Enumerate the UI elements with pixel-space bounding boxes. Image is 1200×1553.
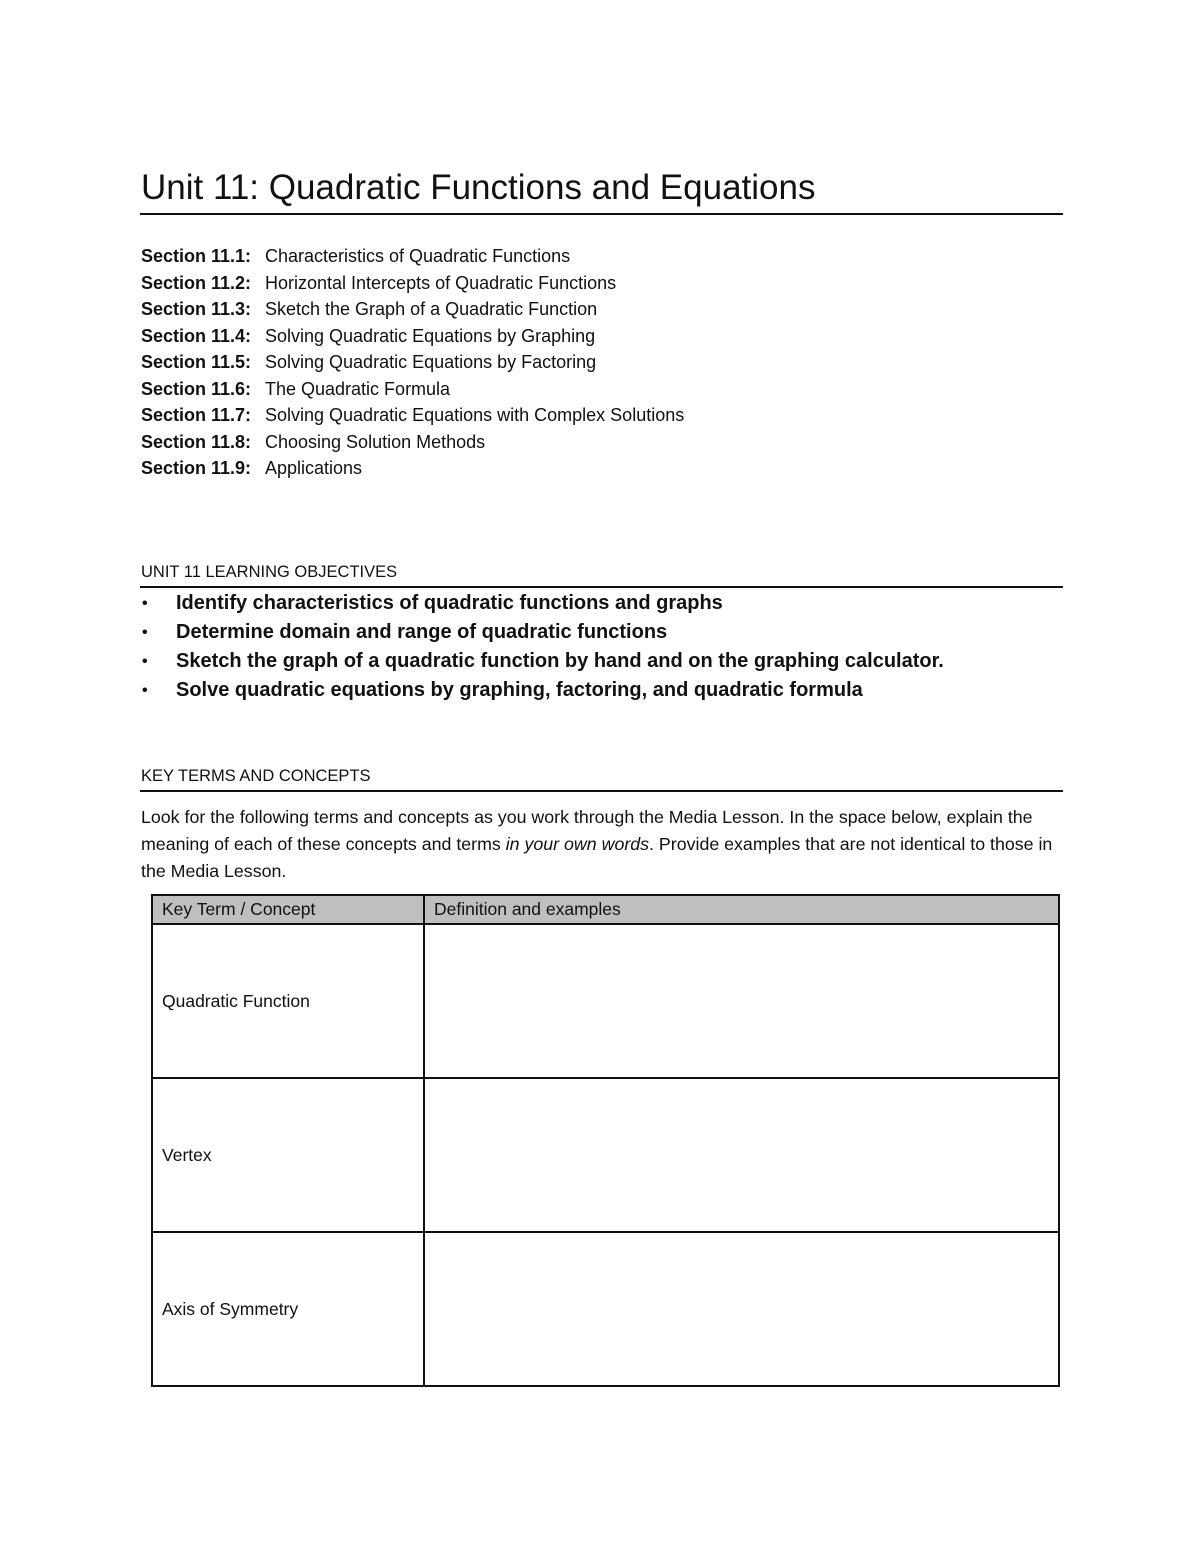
objective-item xyxy=(141,676,1061,705)
bullet-icon: • xyxy=(142,595,148,612)
objectives-divider xyxy=(140,586,1063,588)
section-number: Section 11.6: xyxy=(141,378,252,399)
objective-item xyxy=(141,618,1061,647)
bullet-icon: • xyxy=(142,682,148,699)
objective-item xyxy=(141,589,1061,618)
title-divider xyxy=(140,213,1063,215)
objective-text: Sketch the graph of a quadratic function by hand and on the graphing calculator. xyxy=(176,650,944,672)
instructions-emphasis: in your own words xyxy=(505,834,650,854)
instructions-part-1: Look for the following terms and concepts as you work through the Media Lesson. In the space below, explain the meaning of each of these concepts and terms xyxy=(141,807,1033,854)
key-terms-instructions xyxy=(141,804,1063,885)
term-cell: Vertex xyxy=(152,1078,424,1232)
section-item xyxy=(141,402,1041,429)
section-number: Section 11.5: xyxy=(141,352,252,372)
instructions-part-2: . Provide examples that are not identical to those in the Media Lesson. xyxy=(141,834,1053,881)
section-number: Section 11.2: xyxy=(141,272,252,293)
section-number: Section 11.4: xyxy=(141,325,252,346)
key-terms-heading: KEY TERMS AND CONCEPTS xyxy=(141,767,371,785)
objectives-heading: UNIT 11 LEARNING OBJECTIVES xyxy=(141,563,398,581)
term-cell: Axis of Symmetry xyxy=(152,1232,424,1386)
section-name: Sketch the Graph of a Quadratic Function xyxy=(265,299,598,319)
page-title: Unit 11: Quadratic Functions and Equations xyxy=(141,168,816,207)
table-row xyxy=(152,1232,1059,1386)
section-name: Choosing Solution Methods xyxy=(265,431,486,452)
section-item xyxy=(141,455,1041,482)
section-name: Solving Quadratic Equations by Factoring xyxy=(265,352,597,372)
column-header-definition: Definition and examples xyxy=(424,895,1059,924)
definition-cell[interactable] xyxy=(424,924,1059,1078)
section-number: Section 11.8: xyxy=(141,431,252,452)
definition-cell[interactable] xyxy=(424,1078,1059,1232)
section-number: Section 11.9: xyxy=(141,458,252,478)
column-header-term: Key Term / Concept xyxy=(152,895,424,924)
objective-text: Solve quadratic equations by graphing, factoring, and quadratic formula xyxy=(176,679,863,701)
table-header-row xyxy=(152,895,1059,924)
section-number: Section 11.1: xyxy=(141,246,252,266)
section-name: Horizontal Intercepts of Quadratic Functions xyxy=(265,272,617,293)
key-terms-divider xyxy=(140,790,1063,792)
objectives-list xyxy=(141,589,1061,705)
section-item xyxy=(141,376,1041,403)
bullet-icon: • xyxy=(142,624,148,641)
section-name: Solving Quadratic Equations with Complex Solutions xyxy=(265,405,685,425)
section-item xyxy=(141,349,1041,376)
section-item xyxy=(141,243,1041,270)
section-name: Applications xyxy=(265,458,363,478)
definition-cell[interactable] xyxy=(424,1232,1059,1386)
section-list xyxy=(141,243,1041,482)
section-number: Section 11.7: xyxy=(141,405,252,425)
objective-text: Identify characteristics of quadratic functions and graphs xyxy=(176,592,723,614)
key-terms-table xyxy=(151,894,1060,1387)
table-row xyxy=(152,1078,1059,1232)
objective-text: Determine domain and range of quadratic functions xyxy=(176,621,668,643)
section-number: Section 11.3: xyxy=(141,299,252,319)
section-name: Characteristics of Quadratic Functions xyxy=(265,246,571,266)
section-name: Solving Quadratic Equations by Graphing xyxy=(265,325,596,346)
section-item xyxy=(141,429,1041,456)
section-item xyxy=(141,296,1041,323)
section-item xyxy=(141,323,1041,350)
term-cell: Quadratic Function xyxy=(152,924,424,1078)
objective-item xyxy=(141,647,1061,676)
table-row xyxy=(152,924,1059,1078)
section-name: The Quadratic Formula xyxy=(265,378,451,399)
section-item xyxy=(141,270,1041,297)
bullet-icon: • xyxy=(142,653,148,670)
